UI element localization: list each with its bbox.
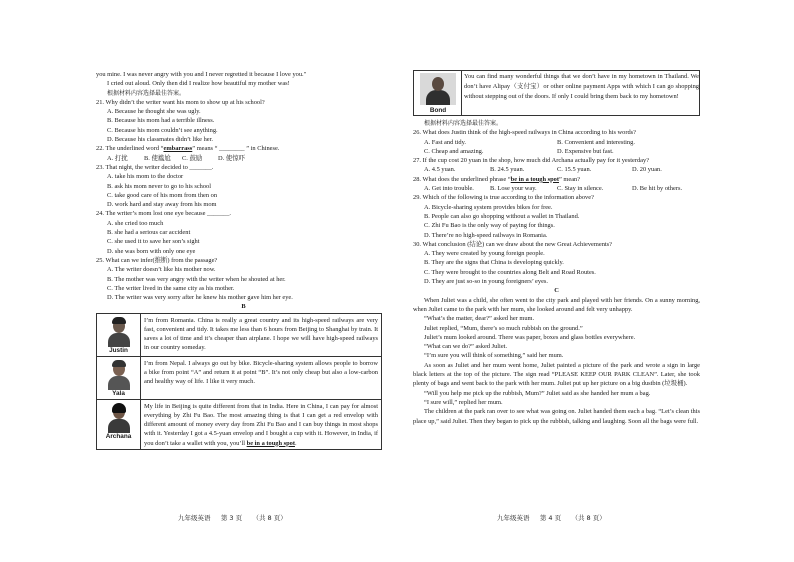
underlined-phrase: be in a tough spot	[510, 175, 559, 183]
option[interactable]: C. Because his mom couldn’t see anything.	[107, 126, 218, 134]
right-page	[413, 70, 700, 426]
intro-line-1: you mine. I was never angry with you and I never regretted it because I love you."	[96, 71, 307, 78]
option[interactable]: C. Stay in silence.	[557, 185, 604, 193]
option[interactable]: D. They are just so-so in young foreigners’ eyes.	[424, 278, 548, 286]
question-24	[96, 209, 391, 255]
option[interactable]: B. she had a serious car accident	[107, 229, 191, 237]
option[interactable]: C. 15.5 yuan.	[557, 166, 592, 174]
question-stem: 26. What does Justin think of the high-speed railways in China according to his words?	[413, 129, 636, 137]
question-22	[96, 144, 391, 163]
underlined-phrase: be in a tough spot	[246, 439, 295, 447]
intro-line-2: I cried out aloud. Only then did I realize how beautiful my mother was!	[107, 80, 290, 88]
question-23	[96, 163, 391, 209]
option[interactable]: D. 使惊吓	[218, 154, 245, 162]
story-paragraph: When Juliet was a child, she often went to the city park and played with her friends. On a sunny morning, when Juliet came to the park with her mum, she looked around and felt very unhappy.	[413, 296, 700, 313]
footer-page: 第 4 页	[539, 514, 562, 522]
option[interactable]: A. Because he thought she was ugly.	[107, 108, 201, 116]
option[interactable]: B. They are the signs that China is developing quickly.	[424, 259, 564, 267]
footer-total: （共 8 页）	[571, 514, 606, 522]
option[interactable]: D. Because his classmates didn’t like her.	[107, 136, 214, 144]
archana-avatar	[105, 403, 133, 433]
option[interactable]: C. Zhi Fu Bao is the only way of paying for things.	[424, 222, 555, 230]
option[interactable]: B. 使尴尬	[144, 154, 171, 162]
footer-total: （共 8 页）	[252, 514, 287, 522]
story-paragraph: “What’s the matter, dear?” asked her mum.	[424, 315, 535, 323]
person-row-bond	[413, 70, 700, 116]
yala-avatar	[105, 360, 133, 390]
instruction-note: 根据材料内容选择最佳答案。	[424, 120, 503, 127]
option[interactable]: A. They were created by young foreign people.	[424, 250, 545, 258]
question-25	[96, 256, 391, 302]
footer-subject: 九年级英语	[497, 514, 530, 522]
question-30	[413, 240, 700, 286]
story-paragraph: “What can we do?” asked Juliet.	[424, 343, 508, 351]
option[interactable]: B. Lose your way.	[490, 185, 537, 193]
person-name: Justin	[109, 346, 128, 354]
story-paragraph: “I sure will,” replied her mum.	[424, 398, 503, 406]
person-text: I’m from Nepal. I always go out by bike. Bicycle-sharing system allows people to borrow a bike from point “A” and return it at point “B”. It’s not only cheap but also a low-carbon and healthy way of life. I like it very much.	[141, 356, 382, 399]
person-row-yala	[97, 356, 382, 399]
section-heading-b: B	[241, 303, 246, 311]
footer-left	[178, 514, 287, 523]
option[interactable]: A. she cried too much	[107, 219, 164, 227]
options-row	[413, 165, 700, 174]
option[interactable]: C. They were brought to the countries along Belt and Road Routes.	[424, 268, 596, 276]
person-text: I’m from Romania. China is really a great country and its high-speed railways are very fast, convenient and tidy. It takes me less than 6 hours from Beijing to Shanghai by train. It saves a lot of time and it’s cheaper than airplane. I hope we will have high-speed railways in our country someday.	[141, 313, 382, 356]
question-27	[413, 156, 700, 175]
option[interactable]: B. 24.5 yuan.	[490, 166, 525, 174]
person-row-archana	[97, 399, 382, 449]
question-stem: 25. What can we infer(推断) from the passage?	[96, 256, 218, 264]
option[interactable]: A. Fast and tidy.	[424, 138, 467, 146]
question-stem: 29. Which of the following is true according to the information above?	[413, 194, 594, 202]
option[interactable]: D. The writer was very sorry after he knew his mother gave him her eye.	[107, 294, 293, 302]
option[interactable]: D. work hard and stay away from his mom	[107, 201, 217, 209]
option[interactable]: C. Cheap and amazing.	[424, 147, 484, 155]
person-row-justin	[97, 313, 382, 356]
question-29	[413, 193, 700, 239]
section-heading-c: C	[554, 287, 559, 295]
story-paragraph: Juliet’s mum looked around. There was paper, boxes and glass bottles everywhere.	[424, 333, 636, 341]
person-photo-cell	[97, 313, 141, 356]
question-26	[413, 128, 700, 156]
options-row	[413, 184, 700, 193]
underlined-word: embarrass	[163, 145, 193, 153]
question-stem: 28. What does the underlined phrase “be in a tough spot” mean?	[413, 175, 581, 183]
option[interactable]: D. Expensive but fast.	[557, 147, 614, 155]
option[interactable]: A. 4.5 yuan.	[424, 166, 456, 174]
question-stem: 21. Why didn’t the writer want his mom to show up at his school?	[96, 98, 265, 106]
persons-table	[96, 313, 382, 450]
option[interactable]: B. The mother was very angry with the writer when he shouted at her.	[107, 275, 286, 283]
person-name: Archana	[105, 432, 132, 440]
option[interactable]: A. Get into trouble.	[424, 185, 474, 193]
footer-subject: 九年级英语	[178, 514, 211, 522]
story-paragraph: Juliet replied, “Mum, there’s so much rubbish on the ground.”	[424, 324, 583, 332]
story-passage	[413, 296, 700, 426]
options-row	[413, 138, 700, 147]
story-paragraph: The children at the park ran over to see what was going on. Juliet handed them each a bag. “Let’s clean this place up,” said Juliet. Then they began to pick up the rubbish, talking and laughing. Soon all the bags were full.	[413, 408, 700, 425]
person-text: My life in Beijing is quite different from that in India. Here in China, I can pay for almost everything by Zhi Fu Bao. The most amazing thing is that I can get a red envelop with different amount of money every day from Zhi Fu Bao and I can buy things in most shops with it. Yesterday I got a 4.5-yuan envelop and I bought a cup with it. However, in India, if you don’t take a wallet with you, you’ll be in a tough spot.	[141, 399, 382, 449]
footer-right	[497, 514, 606, 523]
option[interactable]: A. 打扰	[107, 154, 128, 162]
left-page	[96, 70, 391, 450]
person-name: Yala	[112, 389, 125, 397]
option[interactable]: A. take his mom to the doctor	[107, 173, 184, 181]
question-28	[413, 175, 700, 194]
option[interactable]: B. ask his mom never to go to his school	[107, 182, 212, 190]
option[interactable]: D. Be hit by others.	[632, 185, 683, 193]
question-21	[96, 98, 391, 144]
person-text: You can find many wonderful things that we don’t have in my hometown in Thailand. We don’t have Alipay（支付宝）or other online payment Apps with which I can go shopping without stepping out of the doors. If only I could bring them back to my hometown!	[464, 73, 699, 100]
question-stem: 24. The writer’s mom lost one eye because _______.	[96, 210, 232, 218]
person-photo-cell	[97, 356, 141, 399]
person-photo-cell	[414, 71, 462, 116]
question-stem: 23. That night, the writer decided to _______.	[96, 163, 214, 171]
footer-page: 第 3 页	[220, 514, 243, 522]
story-paragraph: “Will you help me pick up the rubbish, Mum?” Juliet said as she handed her mum a bag.	[424, 389, 651, 397]
option[interactable]: C. 鼓励	[182, 154, 203, 162]
question-stem: 27. If the cup cost 20 yuan in the shop, how much did Archana actually pay for it yesterday?	[413, 157, 650, 165]
person-photo-cell	[97, 399, 141, 449]
story-paragraph: As soon as Juliet and her mum went home, Juliet painted a picture of the park and wrote a sign in large black letters at the top of the picture. The sign read “PLEASE KEEP OUR PARK CLEAN”. Later, she took plenty of bags and went back to the park with her mum. Juliet put up her picture on a big dustbin (垃圾桶).	[413, 361, 700, 388]
options-row	[413, 147, 700, 156]
option[interactable]: C. she used it to save her son’s sight	[107, 238, 200, 246]
option[interactable]: B. People can also go shopping without a wallet in Thailand.	[424, 212, 580, 220]
bond-photo	[420, 73, 456, 105]
option[interactable]: D. she was born with only one eye	[107, 247, 196, 255]
option[interactable]: D. 20 yuan.	[632, 166, 662, 174]
option[interactable]: C. The writer lived in the same city as his mother.	[107, 284, 235, 292]
options-row	[96, 154, 391, 163]
option[interactable]: A. Bicycle-sharing system provides bikes for free.	[424, 203, 553, 211]
option[interactable]: C. take good care of his mom from then on	[107, 191, 218, 199]
justin-avatar	[105, 317, 133, 347]
option[interactable]: A. The writer doesn’t like his mother now.	[107, 266, 216, 274]
option[interactable]: B. Because his mom had a terrible illness.	[107, 117, 215, 125]
instruction-note: 根据材料内容选择最佳答案。	[107, 89, 186, 97]
option[interactable]: D. There’re no high-speed railways in Romania.	[424, 231, 548, 239]
question-stem: 30. What conclusion (结论) can we draw about the new Great Achievements?	[413, 240, 612, 248]
option[interactable]: B. Convenient and interesting.	[557, 138, 635, 146]
question-stem: 22. The underlined word “embarrass” means “ ________ ” in Chinese.	[96, 145, 280, 153]
person-name: Bond	[429, 107, 447, 114]
story-paragraph: “I’m sure you will think of something,” said her mum.	[424, 352, 564, 360]
